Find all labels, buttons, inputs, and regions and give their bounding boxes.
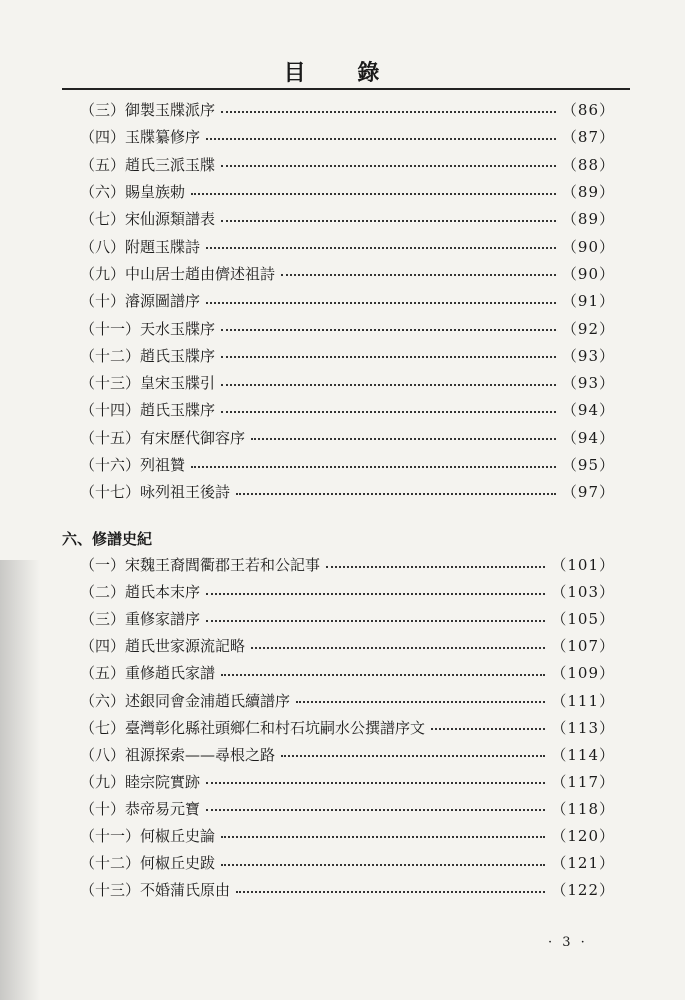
toc-entry[interactable] [80,795,615,822]
toc-entry-page: （92） [561,319,615,338]
leader-dots [206,809,545,811]
toc-entry-page: （86） [561,101,615,120]
leader-dots [221,864,545,866]
toc-entry-page: （95） [561,456,615,474]
leader-dots [236,891,545,893]
leader-dots [221,329,556,331]
toc-entry[interactable] [80,551,615,578]
toc-entry-label: （三）重修家譜序 [80,610,201,629]
toc-entry[interactable] [80,478,615,505]
toc-entry-label: （十）濬源圖譜序 [80,292,201,311]
toc-entry-label: （七）宋仙源類譜表 [80,210,216,229]
toc-entry-label: （十三）不婚蒲氏原由 [80,881,231,900]
toc-entry-label: （四）趙氏世家源流記略 [80,637,246,656]
toc-entry[interactable] [80,178,615,205]
toc-entry-page: （121） [551,854,615,873]
toc-entry-page: （107） [551,637,615,656]
toc-entry[interactable] [80,632,615,659]
toc-entry-label: （十）恭帝易元寶 [80,799,201,818]
toc-entry[interactable] [80,123,615,150]
toc-entry-page: （90） [561,237,615,256]
leader-dots [236,493,556,495]
scan-shadow [0,560,40,1000]
toc-entry[interactable] [80,369,615,396]
toc-entry[interactable] [80,314,615,341]
toc-entry-page: （90） [561,264,615,283]
toc-entry-page: （89） [561,210,615,229]
toc-entry-page: （94） [561,428,615,447]
toc-entry[interactable] [80,714,615,741]
leader-dots [296,701,545,703]
toc-entry-label: （二）趙氏本末序 [80,583,201,602]
toc-entry-page: （117） [551,772,615,791]
toc-entry-label: （十三）皇宋玉牒引 [80,374,216,393]
section-heading: 六、修譜史紀 [62,530,153,548]
leader-dots [281,274,556,276]
page-title: 目 錄 [283,60,402,86]
leader-dots [221,165,556,167]
toc-entry[interactable] [80,396,615,423]
toc-entry-page: （93） [561,346,615,365]
toc-list-part2 [80,551,615,903]
leader-dots [221,384,556,386]
toc-entry-label: （十五）有宋歷代御容序 [80,428,246,447]
leader-dots [191,193,556,195]
toc-entry[interactable] [80,451,615,478]
toc-entry-page: （120） [551,826,615,845]
toc-entry-page: （113） [551,718,615,737]
toc-entry-page: （118） [551,799,615,818]
toc-entry[interactable] [80,849,615,876]
toc-entry-label: （十六）列祖贊 [80,456,186,474]
leader-dots [221,411,556,413]
toc-entry-page: （103） [551,583,615,602]
toc-entry-label: （十一）天水玉牒序 [80,319,216,338]
page-number: · 3 · [548,935,588,950]
leader-dots [206,782,545,784]
toc-entry-page: （88） [561,155,615,174]
toc-entry-page: （93） [561,374,615,393]
toc-entry-page: （111） [551,691,615,710]
toc-entry-label: （六）述銀同會金浦趙氏續譜序 [80,691,291,710]
leader-dots [251,438,556,440]
toc-entry-page: （97） [561,483,615,502]
toc-entry-label: （十二）趙氏玉牒序 [80,346,216,365]
toc-entry-label: （九）中山居士趙由儕述祖詩 [80,264,276,283]
toc-entry[interactable] [80,205,615,232]
toc-entry-page: （87） [561,128,615,147]
title-rule [62,88,630,90]
toc-entry-label: （一）宋魏王裔閭衢郡王若和公記事 [80,556,321,575]
toc-entry-page: （105） [551,610,615,629]
toc-entry-label: （八）附題玉牒詩 [80,237,201,256]
toc-entry[interactable] [80,741,615,768]
toc-entry[interactable] [80,342,615,369]
toc-entry-label: （九）睦宗院實跡 [80,772,201,791]
leader-dots [221,674,545,676]
toc-entry-label: （七）臺灣彰化縣社頭鄉仁和村石坑嗣水公撰譜序文 [80,718,426,737]
toc-entry[interactable] [80,260,615,287]
leader-dots [221,356,556,358]
leader-dots [431,728,545,730]
toc-entry-label: （十七）咏列祖王後詩 [80,483,231,502]
leader-dots [206,593,545,595]
toc-entry[interactable] [80,876,615,903]
toc-entry-page: （89） [561,183,615,202]
toc-entry[interactable] [80,605,615,632]
toc-entry-label: （十二）何椒丘史跋 [80,854,216,873]
toc-entry-label: （十四）趙氏玉牒序 [80,401,216,420]
toc-list-part1 [80,96,615,505]
leader-dots [251,647,545,649]
toc-entry[interactable] [80,232,615,259]
toc-entry-label: （三）御製玉牒派序 [80,101,216,120]
toc-entry-page: （122） [551,881,615,900]
toc-entry[interactable] [80,686,615,713]
toc-entry-label: （六）賜皇族勅 [80,183,186,202]
leader-dots [326,566,545,568]
toc-entry[interactable] [80,578,615,605]
leader-dots [206,138,556,140]
toc-entry-page: （91） [561,292,615,311]
toc-entry[interactable] [80,424,615,451]
toc-entry-page: （109） [551,664,615,683]
leader-dots [191,466,556,468]
toc-entry-label: （四）玉牒纂修序 [80,128,201,147]
toc-entry-page: （101） [551,556,615,575]
leader-dots [281,755,545,757]
leader-dots [206,620,545,622]
leader-dots [221,111,556,113]
toc-entry-label: （五）趙氏三派玉牒 [80,155,216,174]
leader-dots [221,836,545,838]
toc-entry[interactable] [80,659,615,686]
toc-entry[interactable] [80,768,615,795]
toc-entry[interactable] [80,151,615,178]
toc-entry[interactable] [80,287,615,314]
toc-entry-page: （94） [561,401,615,420]
toc-entry-label: （八）祖源探索——尋根之路 [80,745,276,764]
leader-dots [206,247,556,249]
toc-entry[interactable] [80,822,615,849]
toc-entry-label: （十一）何椒丘史論 [80,826,216,845]
toc-entry[interactable] [80,96,615,123]
leader-dots [206,302,556,304]
toc-entry-page: （114） [551,745,615,764]
toc-entry-label: （五）重修趙氏家譜 [80,664,216,683]
leader-dots [221,220,556,222]
